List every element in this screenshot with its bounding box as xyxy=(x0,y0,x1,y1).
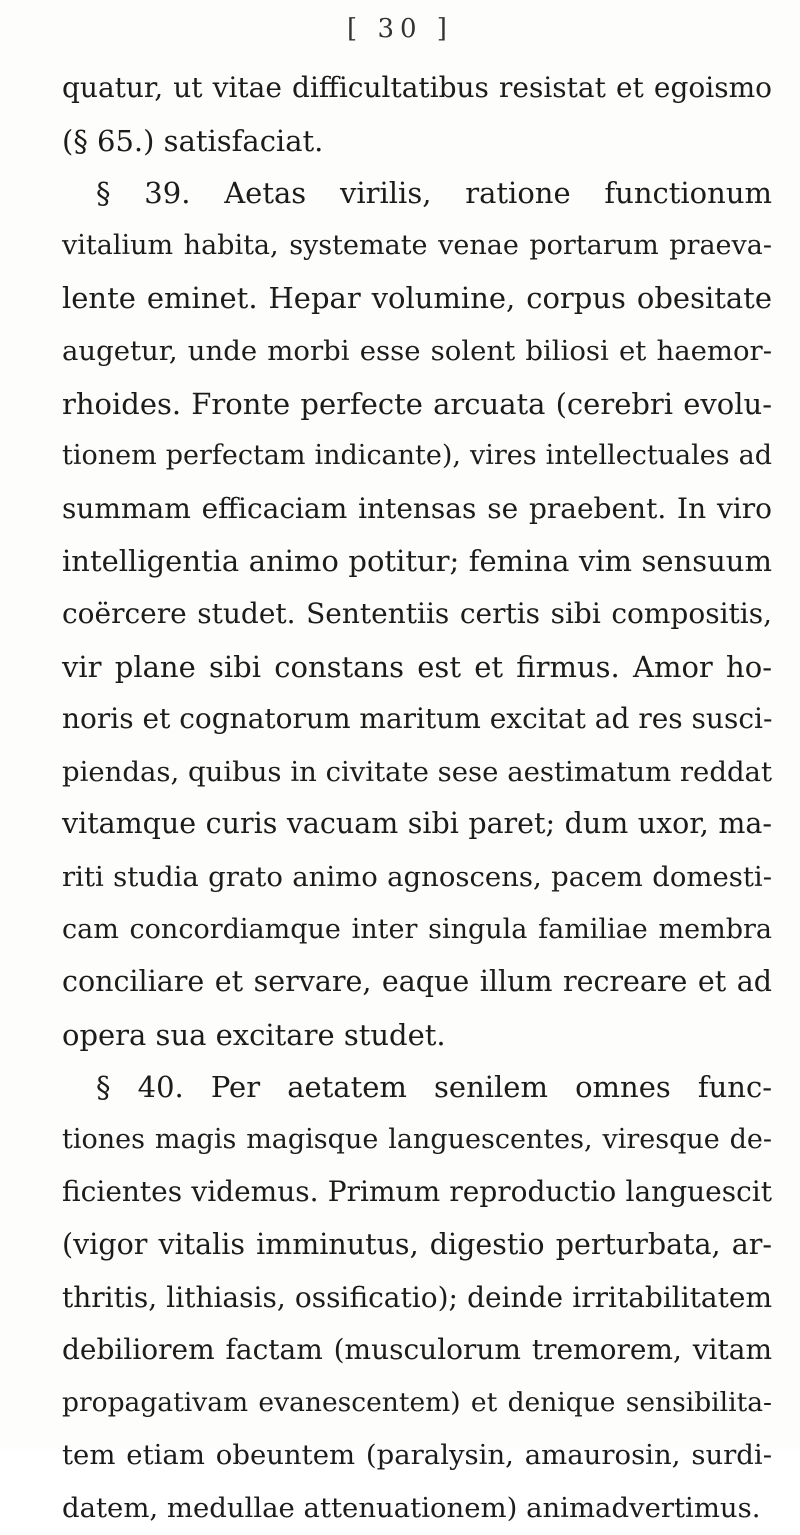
text-line: vitamque curis vacuam sibi paret; dum uxor, ma- xyxy=(62,807,772,841)
text-line: debiliorem factam (musculorum tremorem, vitam xyxy=(62,1333,772,1367)
text-line: propagativam evanescentem) et denique sensibilita- xyxy=(62,1386,772,1418)
text-line: vir plane sibi constans est et firmus. Amor ho- xyxy=(62,649,772,684)
text-line: ficientes videmus. Primum reproductio languescit xyxy=(62,1175,772,1209)
text-line: § 40. Per aetatem senilem omnes func- xyxy=(96,1070,772,1105)
text-line: conciliare et servare, eaque illum recreare et ad xyxy=(62,965,772,999)
text-line: augetur, unde morbi esse solent biliosi et haemor- xyxy=(62,334,772,367)
text-line: intelligentia animo potitur; femina vim sensuum xyxy=(62,544,772,579)
text-line: summam efficaciam intensas se praebent. In viro xyxy=(62,491,772,525)
page-number: [ 30 ] xyxy=(347,14,453,44)
text-line: tiones magis magisque languescentes, viresque de- xyxy=(62,1123,772,1155)
text-line: lente eminet. Hepar volumine, corpus obesitate xyxy=(62,281,772,316)
text-line: vitalium habita, systemate venae portarum praeva- xyxy=(62,229,772,261)
text-line: cam concordiamque inter singula familiae membra xyxy=(62,913,772,945)
text-line: riti studia grato animo agnoscens, pacem domesti- xyxy=(62,860,772,893)
text-line: tem etiam obeuntem (paralysin, amaurosin, surdi- xyxy=(62,1439,772,1472)
text-line: tionem perfectam indicante), vires intellectuales ad xyxy=(62,440,772,472)
text-line: coërcere studet. Sententiis certis sibi compositis, xyxy=(62,596,772,630)
text-line: noris et cognatorum maritum excitat ad res susci- xyxy=(62,702,773,736)
text-line: rhoides. Fronte perfecte arcuata (cerebri evolu- xyxy=(62,386,772,421)
body-text xyxy=(62,62,772,1535)
text-line: opera sua excitare studet. xyxy=(62,1017,446,1052)
text-line: (§ 65.) satisfaciat. xyxy=(62,123,324,158)
text-line: § 39. Aetas virilis, ratione functionum xyxy=(96,176,772,211)
text-line: datem, medullae attenuationem) animadvertimus. xyxy=(62,1492,761,1525)
text-line: thritis, lithiasis, ossificatio); deinde irritabilitatem xyxy=(62,1280,772,1314)
text-line: piendas, quibus in civitate sese aestimatum reddat xyxy=(62,755,772,788)
text-line: quatur, ut vitae difficultatibus resistat et egoismo xyxy=(62,71,772,104)
text-line: (vigor vitalis imminutus, digestio perturbata, ar- xyxy=(62,1228,772,1262)
